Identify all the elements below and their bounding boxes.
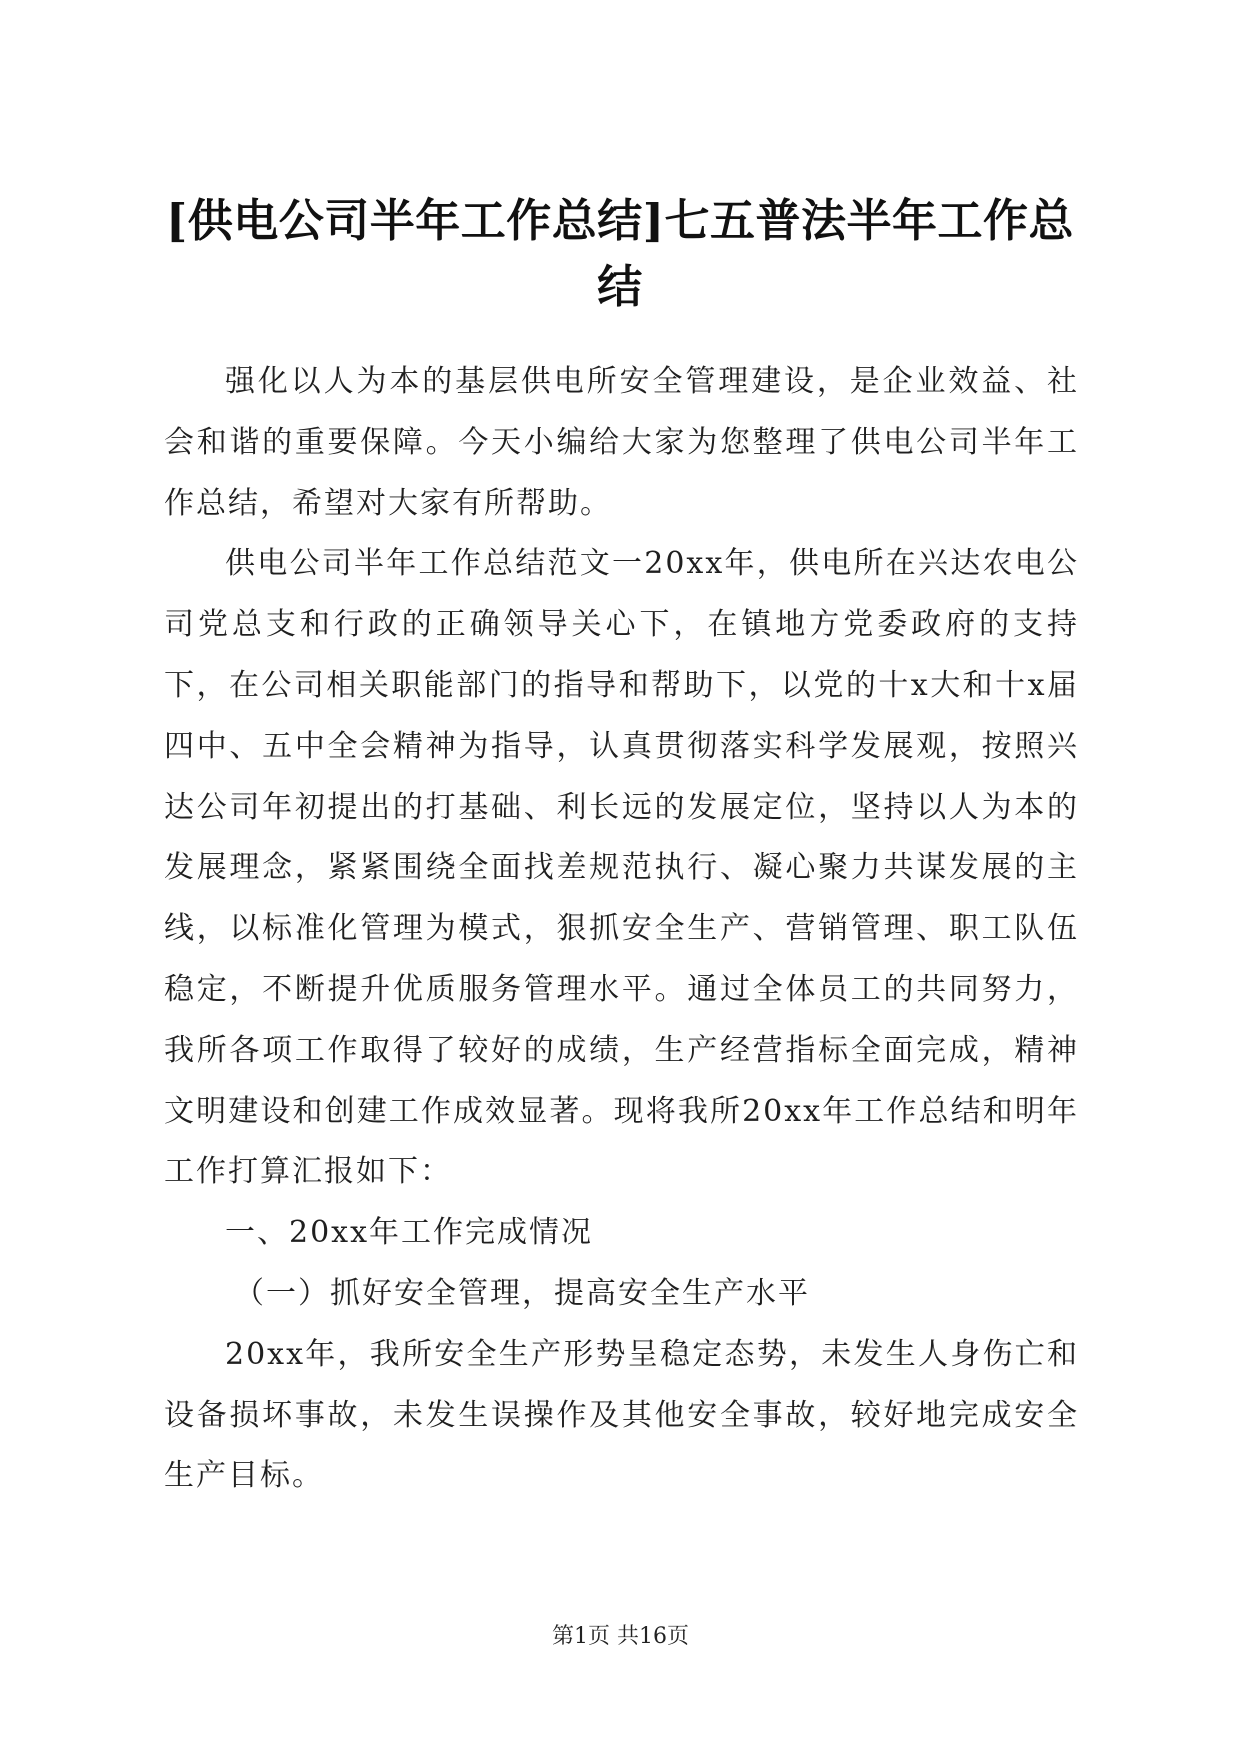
section-heading: 一、20xx年工作完成情况	[225, 1215, 594, 1251]
document-title: [供电公司半年工作总结]七五普法半年工作总结	[165, 194, 1075, 313]
page-total: 16	[639, 1624, 667, 1649]
page-label-suffix: 页	[667, 1624, 690, 1649]
subsection-heading: （一）抓好安全管理，提高安全生产水平	[234, 1275, 810, 1311]
intro-paragraph: 强化以人为本的基层供电所安全管理建设，是企业效益、社会和谐的重要保障。今天小编给大家为您整理了供电公司半年工作总结，希望对大家有所帮助。	[164, 364, 1079, 521]
page-label-prefix: 第	[551, 1624, 574, 1649]
page-current: 1	[574, 1624, 588, 1649]
body-paragraph: 供电公司半年工作总结范文一20xx年，供电所在兴达农电公司党总支和行政的正确领导关心下，在镇地方党委政府的支持下，在公司相关职能部门的指导和帮助下，以党的十x大和十x届四中、五中全会精神为指导，认真贯彻落实科学发展观，按照兴达公司年初提出的打基础、利长远的发展定位，坚持以人为本的发展理念，紧紧围绕全面找差规范执行、凝心聚力共谋发展的主线，以标准化管理为模式，狠抓安全生产、营销管理、职工队伍稳定，不断提升优质服务管理水平。通过全体员工的共同努力，我所各项工作取得了较好的成绩，生产经营指标全面完成，精神文明建设和创建工作成效显著。现将我所20xx年工作总结和明年工作打算汇报如下：	[164, 546, 1079, 1190]
document-body	[164, 352, 1079, 1507]
body-paragraph: 20xx年，我所安全生产形势呈稳定态势，未发生人身伤亡和设备损坏事故，未发生误操作及其他安全事故，较好地完成安全生产目标。	[164, 1336, 1079, 1494]
page-label-mid: 页 共	[588, 1624, 639, 1649]
page-number-footer	[0, 1622, 1241, 1652]
